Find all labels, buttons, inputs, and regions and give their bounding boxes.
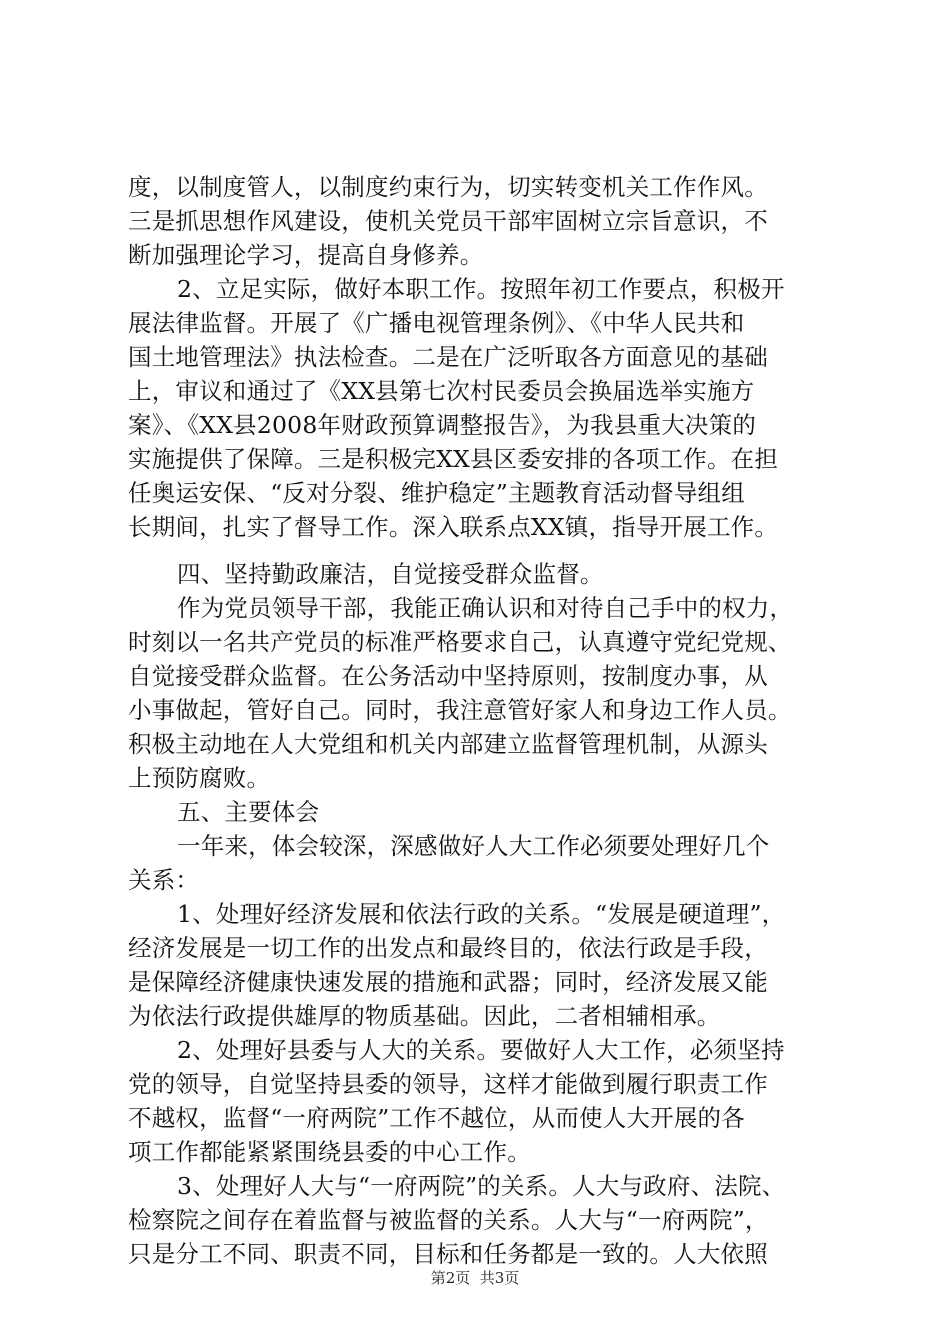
- body-line: 自觉接受群众监督。在公务活动中坚持原则，按制度办事，从: [128, 662, 768, 690]
- body-line: 不越权，监督“一府两院”工作不越位，从而使人大开展的各: [128, 1104, 745, 1132]
- body-line: 展法律监督。开展了《广播电视管理条例》、《中华人民共和: [128, 309, 745, 337]
- body-line: 是保障经济健康快速发展的措施和武器；同时，经济发展又能: [128, 968, 768, 996]
- body-line: 长期间，扎实了督导工作。深入联系点XX镇，指导开展工作。: [128, 513, 779, 541]
- body-line: 小事做起，管好自己。同时，我注意管好家人和身边工作人员。: [128, 696, 792, 724]
- body-line: 任奥运安保、“反对分裂、维护稳定”主题教育活动督导组组: [128, 479, 745, 507]
- section-heading: 四、坚持勤政廉洁，自觉接受群众监督。: [177, 560, 604, 588]
- section-heading: 五、主要体会: [177, 798, 320, 826]
- body-line: 度，以制度管人，以制度约束行为，切实转变机关工作作风。: [128, 173, 768, 201]
- body-line: 积极主动地在人大党组和机关内部建立监督管理机制，从源头: [128, 730, 768, 758]
- body-line: 1、处理好经济发展和依法行政的关系。“发展是硬道理”，: [177, 900, 786, 928]
- body-line: 经济发展是一切工作的出发点和最终目的，依法行政是手段，: [128, 934, 768, 962]
- page-number-footer: 第2页 共3页: [430, 1269, 520, 1287]
- body-line: 时刻以一名共产党员的标准严格要求自己，认真遵守党纪党规、: [128, 628, 792, 656]
- body-line: 2、立足实际，做好本职工作。按照年初工作要点，积极开: [177, 275, 785, 303]
- body-line: 3、处理好人大与“一府两院”的关系。人大与政府、法院、: [177, 1172, 786, 1200]
- body-line: 实施提供了保障。三是积极完XX县区委安排的各项工作。在担: [128, 445, 779, 473]
- body-line: 2、处理好县委与人大的关系。要做好人大工作，必须坚持: [177, 1036, 785, 1064]
- body-line: 断加强理论学习，提高自身修养。: [128, 241, 484, 269]
- body-line: 项工作都能紧紧围绕县委的中心工作。: [128, 1138, 531, 1166]
- body-line: 只是分工不同、职责不同，目标和任务都是一致的。人大依照: [128, 1240, 768, 1268]
- body-line: 案》、《XX县2008年财政预算调整报告》，为我县重大决策的: [128, 411, 757, 439]
- body-line: 三是抓思想作风建设，使机关党员干部牢固树立宗旨意识，不: [128, 207, 768, 235]
- body-line: 国土地管理法》执法检查。二是在广泛听取各方面意见的基础: [128, 343, 768, 371]
- body-line: 一年来，体会较深，深感做好人大工作必须要处理好几个: [177, 832, 770, 860]
- body-line: 上，审议和通过了《XX县第七次村民委员会换届选举实施方: [128, 377, 755, 405]
- body-line: 上预防腐败。: [128, 764, 271, 792]
- body-line: 关系：: [128, 866, 200, 894]
- body-line: 党的领导，自觉坚持县委的领导，这样才能做到履行职责工作: [128, 1070, 768, 1098]
- body-line: 作为党员领导干部，我能正确认识和对待自己手中的权力，: [177, 594, 794, 622]
- body-line: 检察院之间存在着监督与被监督的关系。人大与“一府两院”，: [128, 1206, 769, 1234]
- body-line: 为依法行政提供雄厚的物质基础。因此，二者相辅相承。: [128, 1002, 721, 1030]
